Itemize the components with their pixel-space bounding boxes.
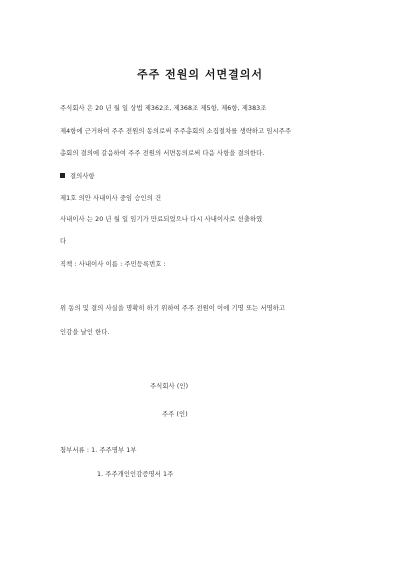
intro-line-3: 총회의 결의에 갈음하여 주주 전원의 서면동의로써 다음 사항을 결의한다. [60, 150, 265, 157]
closing-line-1: 위 동의 및 결의 사실을 명확히 하기 위하여 주주 전원이 이에 기명 또는 서명하고 [60, 305, 286, 312]
intro-line-1: 주식회사 은 20 년 월 일 상법 제362조, 제368조 제5항, 제6항, 제383조 [60, 105, 267, 112]
section-heading-label: 결의사항 [70, 173, 95, 180]
shareholder-signature-line: 주주 (인) [162, 411, 188, 418]
attachments-line-2: 1. 주주개인인감증명서 1주 [97, 471, 174, 478]
section-heading [60, 171, 95, 180]
attachments-line-1: 첨부서류 : 1. 주주명부 1부 [60, 447, 137, 454]
closing-line-2: 인감을 날인 한다. [60, 329, 110, 336]
agenda-body-line-2: 다 [60, 238, 67, 245]
agenda-details: 직책 : 사내이사 이름 : 주민등록번호 : [60, 261, 166, 268]
company-signature-line: 주식회사 (인) [150, 383, 189, 390]
square-bullet-icon [60, 173, 65, 178]
intro-line-2: 제4항에 근거하여 주주 전원의 동의로써 주주총회의 소집절차를 생략하고 임시주주 [60, 128, 292, 135]
agenda-item-title: 제1호 의안 사내이사 중임 승인의 건 [60, 195, 162, 202]
agenda-body-line-1: 사내이사 는 20 년 월 일 임기가 만료되었으나 다시 사내이사로 선출하였 [60, 216, 263, 223]
document-title: 주주 전원의 서면결의서 [137, 68, 263, 81]
